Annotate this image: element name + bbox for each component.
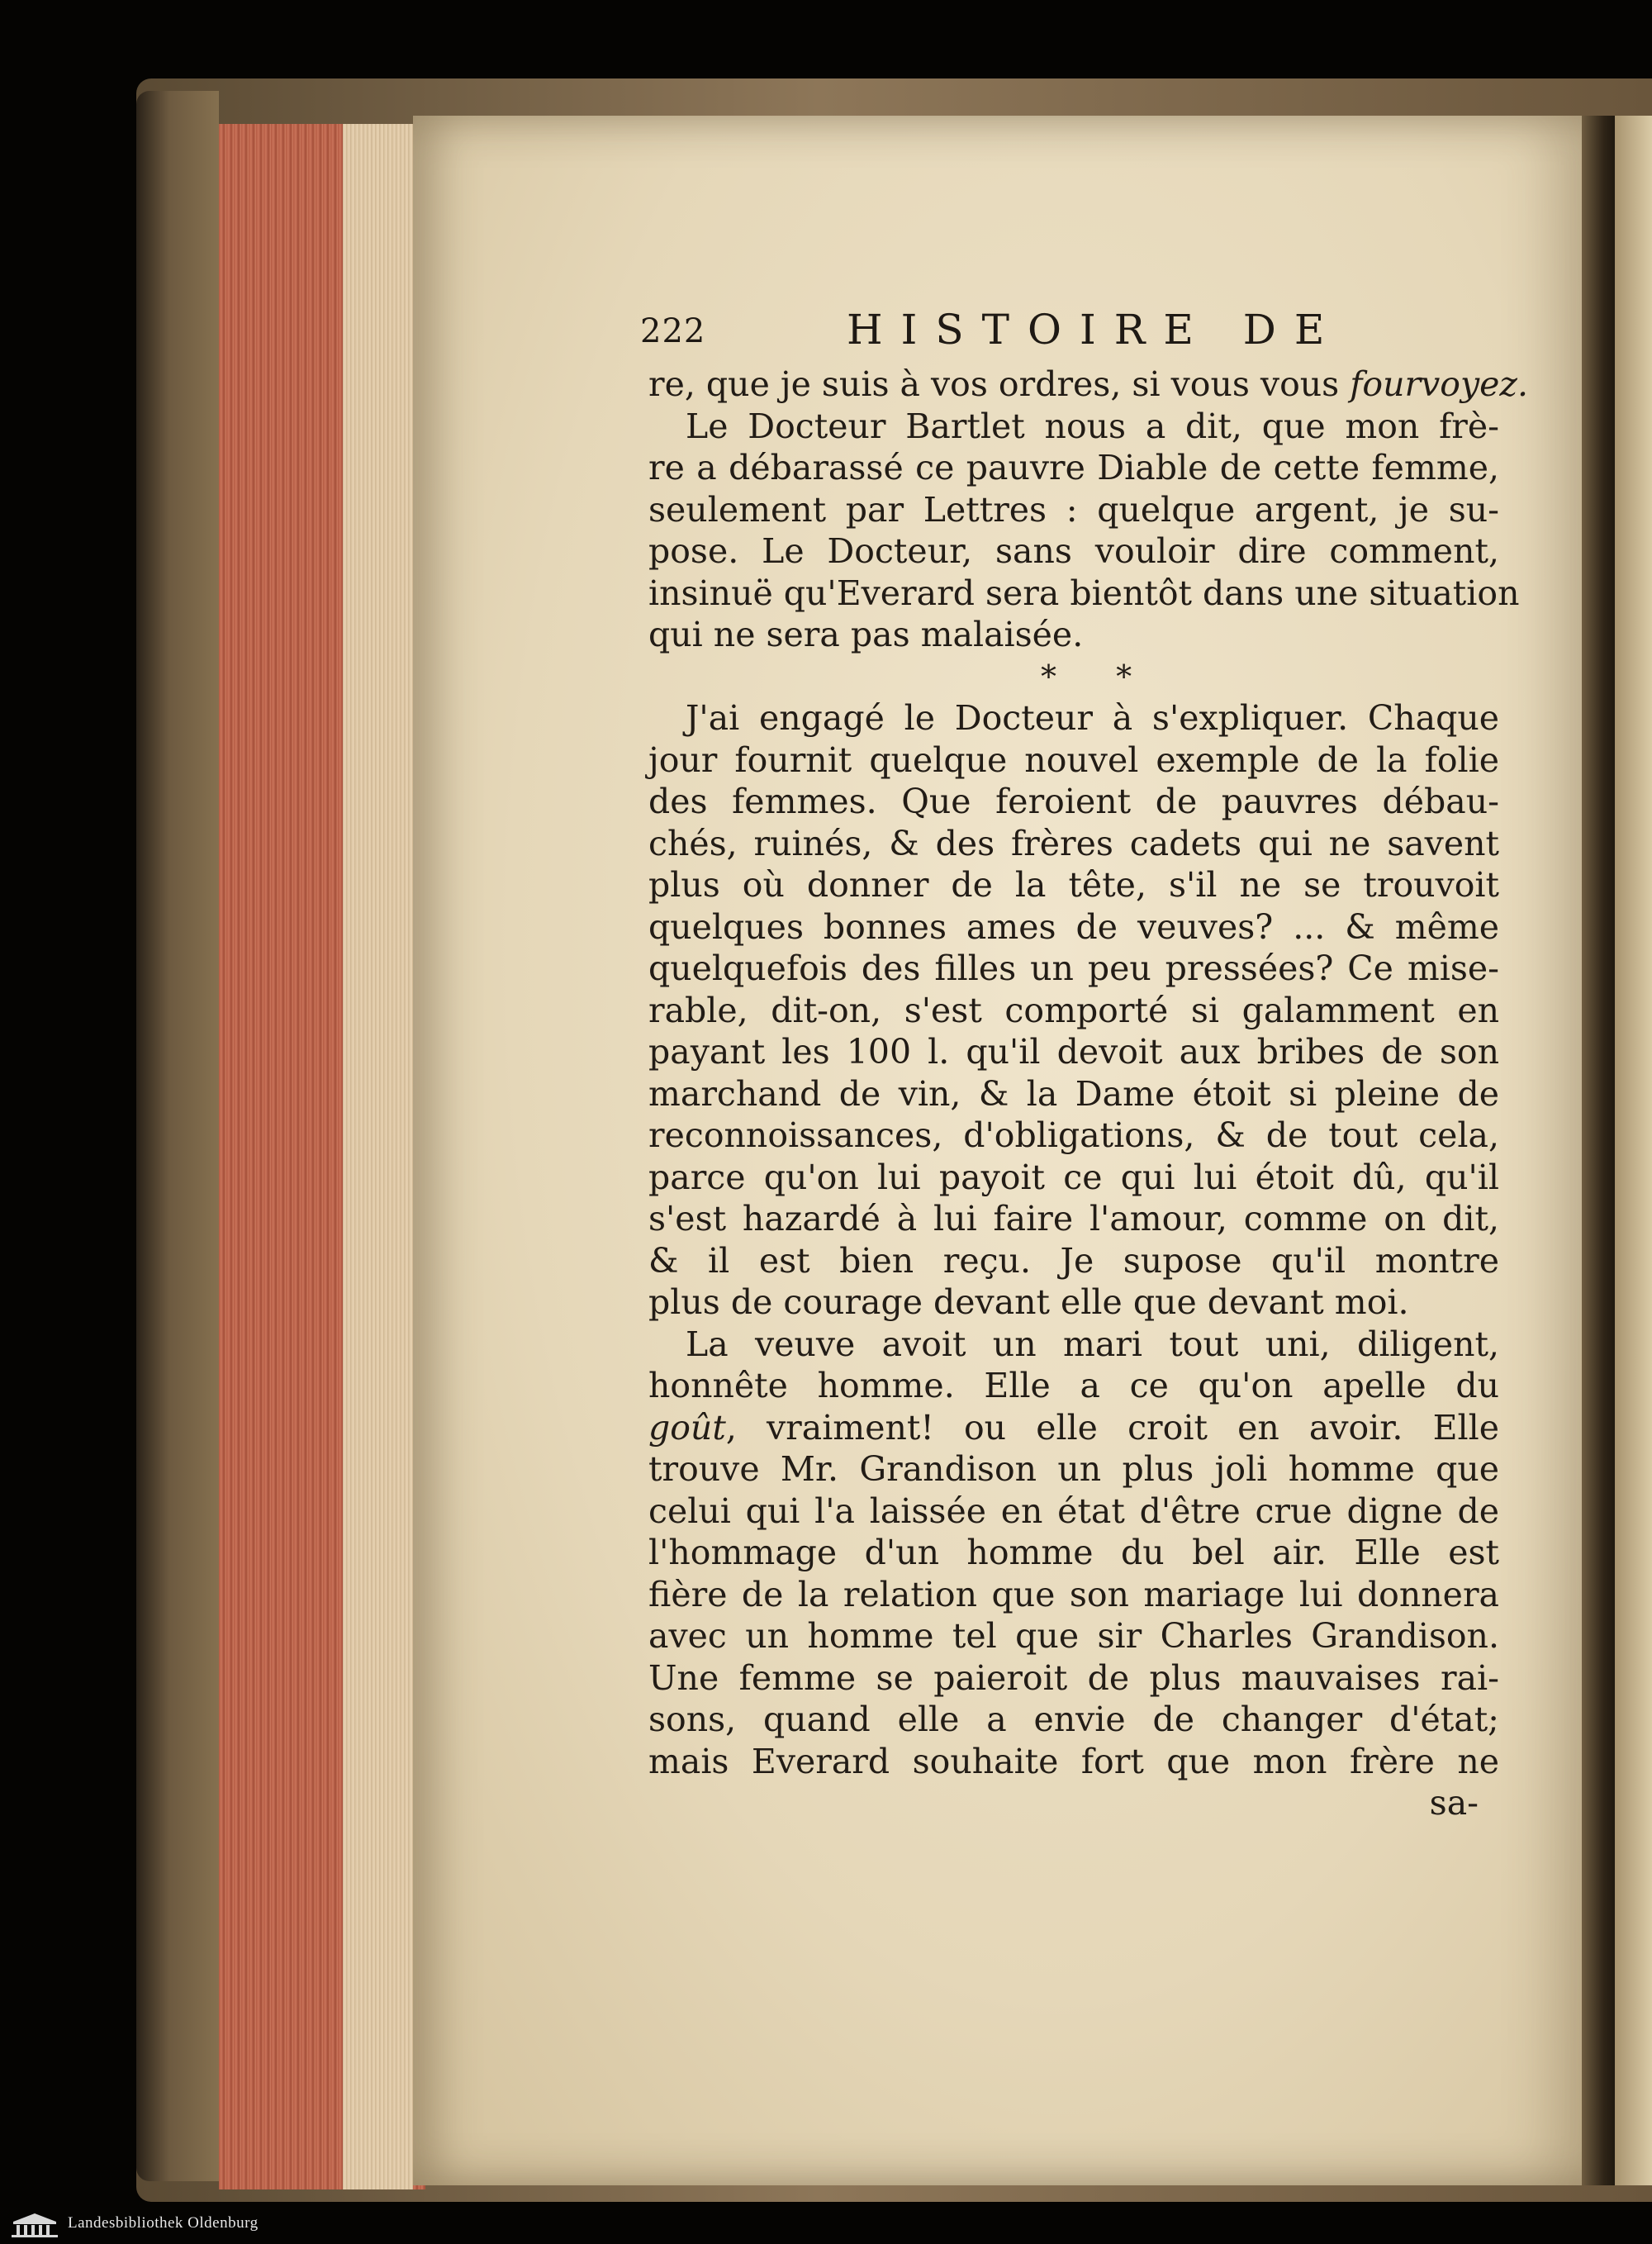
text-line: avec un homme tel que sir Charles Grandison. [648,1616,1499,1656]
text-line: parce qu'on lui payoit ce qui lui étoit dû, qu'il [648,1157,1499,1197]
text-line: celui qui l'a laissée en état d'être crue digne de [648,1490,1499,1531]
text-line: insinuë qu'Everard sera bientôt dans une situation [648,573,1520,613]
running-title: HISTOIRE DE [847,306,1343,354]
catchword: sa- [1429,1783,1479,1823]
library-building-icon [10,2212,59,2238]
text-line: jour fournit quelque nouvel exemple de la folie [648,739,1499,780]
text-line: fière de la relation que son mariage lui donnera [648,1574,1499,1614]
text-line: quelques bonnes ames de veuves? ... & même [648,906,1499,947]
text-line: reconnoissances, d'obligations, & de tout cela, [648,1115,1499,1155]
text-line: plus où donner de la tête, s'il ne se trouvoit [648,865,1499,905]
text-line: pose. Le Docteur, sans vouloir dire comment, [648,531,1499,571]
text-line: & il est bien reçu. Je supose qu'il montre [648,1240,1499,1281]
text-line: des femmes. Que feroient de pauvres débau- [648,782,1499,821]
text-line: goût, vraiment! ou elle croit en avoir. Elle [648,1407,1499,1448]
text-line: re a débarassé ce pauvre Diable de cette femme, [648,448,1499,487]
text-line: marchand de vin, & la Dame étoit si pleine de [648,1073,1499,1114]
text-line: La veuve avoit un mari tout uni, diligent, [686,1324,1499,1364]
text-line: payant les 100 l. qu'il devoit aux bribes de son [648,1032,1499,1072]
text-line: quelquefois des filles un peu pressées? Ce mise- [648,948,1499,988]
page-text [648,364,1529,1824]
text-line: chés, ruinés, & des frères cadets qui ne savent [648,823,1499,863]
page-edges [343,124,413,2189]
section-break: * * [1041,658,1157,695]
book-gutter [1582,116,1619,2185]
text-line: J'ai engagé le Docteur à s'expliquer. Chaque [686,698,1499,738]
page-header [640,306,1549,355]
text-line: l'hommage d'un homme du bel air. Elle est [648,1533,1499,1572]
library-name: Landesbibliothek Oldenburg [68,2214,259,2232]
text-line: re, que je suis à vos ordres, si vous vous fourvoyez. [648,364,1529,404]
text-line: qui ne sera pas malaisée. [648,615,1084,654]
italic-word: goût [648,1407,726,1448]
text-line: seulement par Lettres : quelque argent, je su- [648,489,1499,530]
page-number: 222 [640,312,706,350]
facing-page-edge [1615,116,1652,2185]
text-line: plus de courage devant elle que devant moi. [648,1282,1409,1322]
text-line: honnête homme. Elle a ce qu'on apelle du [648,1366,1499,1405]
text-line: mais Everard souhaite fort que mon frère ne [648,1741,1499,1781]
text-line: trouve Mr. Grandison un plus joli homme que [648,1449,1499,1489]
text-line: rable, dit-on, s'est comporté si galamment en [648,990,1499,1030]
text-line: s'est hazardé à lui faire l'amour, comme on dit, [648,1199,1499,1238]
book-spine-edge [136,91,219,2181]
text-line: Une femme se paieroit de plus mauvaises rai- [648,1657,1499,1698]
italic-word: fourvoyez. [1350,364,1529,404]
text-line: Le Docteur Bartlet nous a dit, que mon frè- [686,406,1499,446]
text-line: sons, quand elle a envie de changer d'état; [648,1700,1499,1739]
